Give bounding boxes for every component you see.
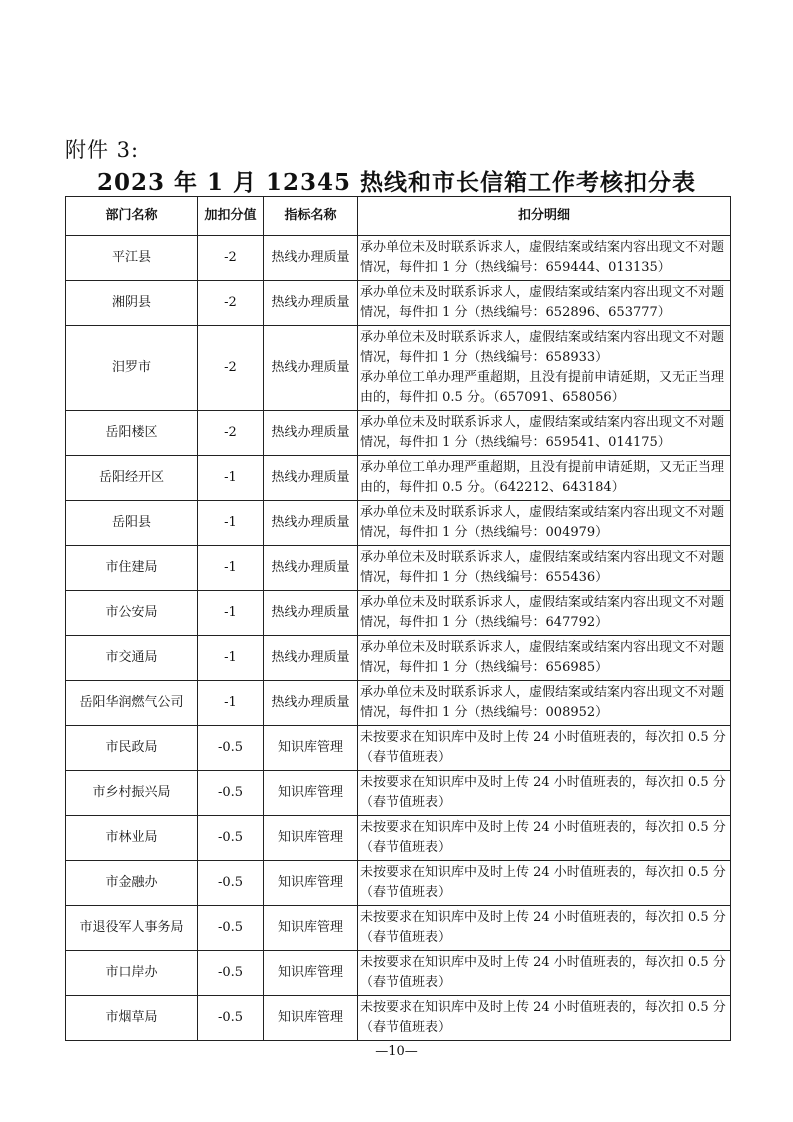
cell-score: -0.5 <box>198 726 264 771</box>
cell-indicator: 知识库管理 <box>264 996 358 1041</box>
cell-score: -0.5 <box>198 771 264 816</box>
table-row <box>66 411 731 456</box>
cell-indicator: 热线办理质量 <box>264 681 358 726</box>
cell-indicator: 热线办理质量 <box>264 456 358 501</box>
cell-department: 市退役军人事务局 <box>66 906 198 951</box>
table-row <box>66 546 731 591</box>
table-row <box>66 906 731 951</box>
header-detail: 扣分明细 <box>358 197 731 236</box>
cell-score: -0.5 <box>198 861 264 906</box>
cell-indicator: 热线办理质量 <box>264 411 358 456</box>
cell-department: 岳阳经开区 <box>66 456 198 501</box>
cell-score: -1 <box>198 501 264 546</box>
cell-score: -2 <box>198 326 264 411</box>
cell-score: -2 <box>198 281 264 326</box>
cell-detail: 承办单位工单办理严重超期，且没有提前申请延期，又无正当理由的，每件扣 0.5 分。（642212、643184） <box>358 456 731 501</box>
cell-indicator: 热线办理质量 <box>264 591 358 636</box>
cell-detail: 未按要求在知识库中及时上传 24 小时值班表的，每次扣 0.5 分（春节值班表） <box>358 816 731 861</box>
cell-detail: 未按要求在知识库中及时上传 24 小时值班表的，每次扣 0.5 分（春节值班表） <box>358 951 731 996</box>
cell-score: -2 <box>198 236 264 281</box>
table-row <box>66 281 731 326</box>
cell-department: 岳阳县 <box>66 501 198 546</box>
cell-score: -0.5 <box>198 906 264 951</box>
cell-indicator: 热线办理质量 <box>264 636 358 681</box>
cell-department: 市公安局 <box>66 591 198 636</box>
attachment-label: 附件 3: <box>65 138 140 162</box>
cell-detail-line-2: 承办单位工单办理严重超期，且没有提前申请延期，又无正当理由的，每件扣 0.5 分。（657091、658056） <box>360 370 725 405</box>
table-row <box>66 501 731 546</box>
header-department: 部门名称 <box>66 197 198 236</box>
cell-indicator: 知识库管理 <box>264 726 358 771</box>
cell-score: -2 <box>198 411 264 456</box>
cell-department: 市民政局 <box>66 726 198 771</box>
page-number: —10— <box>375 1044 418 1059</box>
table-row <box>66 326 731 411</box>
cell-indicator: 热线办理质量 <box>264 281 358 326</box>
document-title: 2023 年 1 月 12345 热线和市长信箱工作考核扣分表 <box>96 169 697 196</box>
table-row <box>66 636 731 681</box>
table-row <box>66 816 731 861</box>
cell-indicator: 热线办理质量 <box>264 501 358 546</box>
table-row <box>66 951 731 996</box>
cell-indicator: 热线办理质量 <box>264 326 358 411</box>
cell-detail-line-1: 承办单位未及时联系诉求人，虚假结案或结案内容出现文不对题情况，每件扣 1 分（热线编号：658933） <box>360 330 725 365</box>
cell-score: -0.5 <box>198 951 264 996</box>
cell-detail: 承办单位未及时联系诉求人，虚假结案或结案内容出现文不对题情况，每件扣 1 分（热线编号：655436） <box>358 546 731 591</box>
cell-indicator: 知识库管理 <box>264 861 358 906</box>
header-indicator: 指标名称 <box>264 197 358 236</box>
cell-department: 市林业局 <box>66 816 198 861</box>
cell-detail: 承办单位未及时联系诉求人，虚假结案或结案内容出现文不对题情况，每件扣 1 分（热线编号：008952） <box>358 681 731 726</box>
cell-department: 岳阳楼区 <box>66 411 198 456</box>
cell-indicator: 知识库管理 <box>264 951 358 996</box>
cell-detail: 未按要求在知识库中及时上传 24 小时值班表的，每次扣 0.5 分（春节值班表） <box>358 726 731 771</box>
table-row <box>66 861 731 906</box>
cell-detail: 承办单位未及时联系诉求人，虚假结案或结案内容出现文不对题情况，每件扣 1 分（热线编号：004979） <box>358 501 731 546</box>
cell-department: 市口岸办 <box>66 951 198 996</box>
table-row <box>66 591 731 636</box>
cell-score: -1 <box>198 456 264 501</box>
cell-score: -1 <box>198 681 264 726</box>
cell-indicator: 热线办理质量 <box>264 236 358 281</box>
cell-indicator: 知识库管理 <box>264 771 358 816</box>
cell-detail: 承办单位未及时联系诉求人，虚假结案或结案内容出现文不对题情况，每件扣 1 分（热线编号：647792） <box>358 591 731 636</box>
table-header-row <box>66 197 731 236</box>
cell-detail: 承办单位未及时联系诉求人，虚假结案或结案内容出现文不对题情况，每件扣 1 分（热线编号：659444、013135） <box>358 236 731 281</box>
cell-detail <box>358 326 731 411</box>
cell-department: 市金融办 <box>66 861 198 906</box>
header-score: 加扣分值 <box>198 197 264 236</box>
cell-detail: 承办单位未及时联系诉求人，虚假结案或结案内容出现文不对题情况，每件扣 1 分（热线编号：656985） <box>358 636 731 681</box>
cell-department: 岳阳华润燃气公司 <box>66 681 198 726</box>
cell-score: -0.5 <box>198 816 264 861</box>
table-row <box>66 726 731 771</box>
cell-score: -1 <box>198 636 264 681</box>
cell-department: 汨罗市 <box>66 326 198 411</box>
cell-score: -1 <box>198 591 264 636</box>
cell-detail: 未按要求在知识库中及时上传 24 小时值班表的，每次扣 0.5 分（春节值班表） <box>358 996 731 1041</box>
table-row <box>66 456 731 501</box>
cell-detail: 未按要求在知识库中及时上传 24 小时值班表的，每次扣 0.5 分（春节值班表） <box>358 861 731 906</box>
cell-department: 湘阴县 <box>66 281 198 326</box>
table-row <box>66 236 731 281</box>
cell-detail: 未按要求在知识库中及时上传 24 小时值班表的，每次扣 0.5 分（春节值班表） <box>358 771 731 816</box>
cell-detail: 未按要求在知识库中及时上传 24 小时值班表的，每次扣 0.5 分（春节值班表） <box>358 906 731 951</box>
cell-department: 平江县 <box>66 236 198 281</box>
cell-score: -0.5 <box>198 996 264 1041</box>
table-row <box>66 996 731 1041</box>
cell-department: 市乡村振兴局 <box>66 771 198 816</box>
cell-department: 市住建局 <box>66 546 198 591</box>
cell-indicator: 知识库管理 <box>264 906 358 951</box>
cell-department: 市交通局 <box>66 636 198 681</box>
table-row <box>66 681 731 726</box>
cell-score: -1 <box>198 546 264 591</box>
cell-detail: 承办单位未及时联系诉求人，虚假结案或结案内容出现文不对题情况，每件扣 1 分（热线编号：652896、653777） <box>358 281 731 326</box>
cell-detail: 承办单位未及时联系诉求人，虚假结案或结案内容出现文不对题情况，每件扣 1 分（热线编号：659541、014175） <box>358 411 731 456</box>
cell-indicator: 热线办理质量 <box>264 546 358 591</box>
cell-department: 市烟草局 <box>66 996 198 1041</box>
cell-indicator: 知识库管理 <box>264 816 358 861</box>
deduction-table <box>65 196 731 1041</box>
table-row <box>66 771 731 816</box>
